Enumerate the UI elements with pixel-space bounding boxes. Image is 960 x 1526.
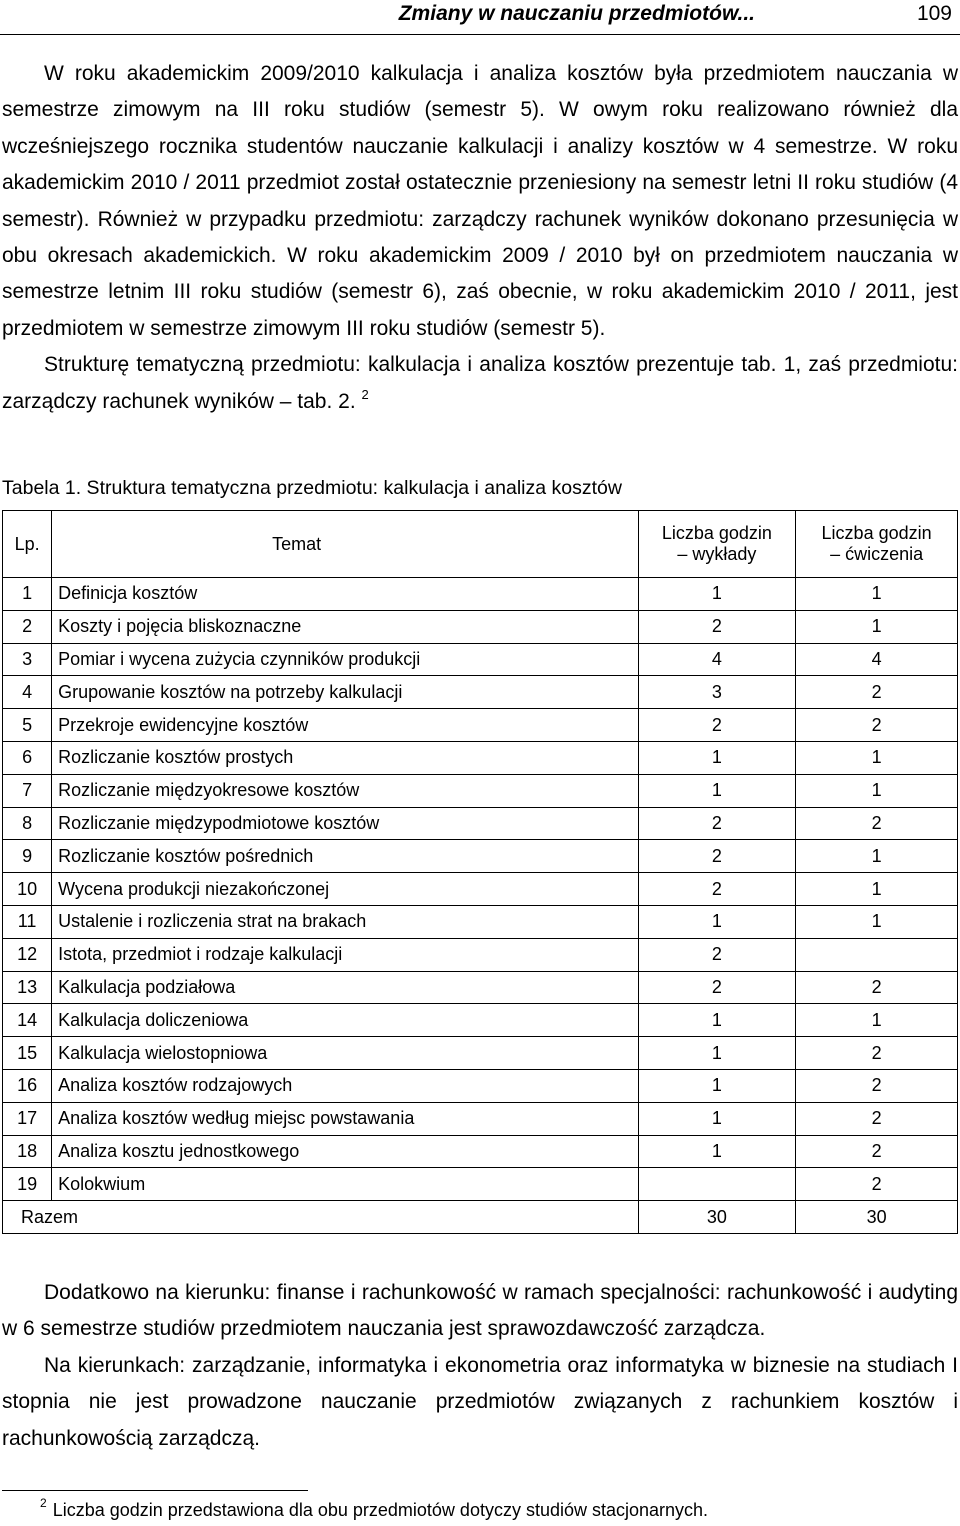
table-row (3, 1135, 958, 1168)
cell-topic: Rozliczanie międzyokresowe kosztów (52, 774, 638, 807)
cell-lectures (638, 1168, 796, 1201)
cell-topic: Koszty i pojęcia bliskoznaczne (52, 610, 638, 643)
table-row (3, 709, 958, 742)
running-header (0, 0, 960, 35)
cell-exercises: 2 (796, 1037, 958, 1070)
cell-exercises: 2 (796, 709, 958, 742)
cell-topic: Analiza kosztów według miejsc powstawania (52, 1102, 638, 1135)
table-row (3, 807, 958, 840)
header-lectures-line2: – wykłady (677, 544, 757, 564)
paragraph: W roku akademickim 2009/2010 kalkulacja i analiza kosztów była przedmiotem nauczania w semestrze zimowym na III roku studiów (semestr 5). W owym roku realizowano również dla wcześniejszego rocznika studentów nauczanie kalkulacji i analizy kosztów w 4 semestrze. W roku akademickim 2010 / 2011 przedmiot został ostatecznie przeniesiony na semestr letni II roku studiów (4 semestr). Również w przypadku przedmiotu: zarządczy rachunek wyników dokonano przesunięcia w obu okresach akademickich. W roku akademickim 2009 / 2010 był on przedmiotem nauczania w semestrze letnim III roku studiów (semestr 6), zaś obecnie, w roku akademickim 2010 / 2011, jest przedmiotem w semestrze zimowym III roku studiów (semestr 5). (2, 62, 958, 340)
cell-lectures: 4 (638, 643, 796, 676)
paragraph (2, 347, 958, 420)
cell-lp: 12 (3, 938, 52, 971)
footnote-marker: 2 (40, 1496, 47, 1510)
cell-exercises: 2 (796, 1168, 958, 1201)
cell-lp: 9 (3, 840, 52, 873)
cell-exercises: 1 (796, 610, 958, 643)
cell-topic: Kalkulacja podziałowa (52, 971, 638, 1004)
cell-lp: 15 (3, 1037, 52, 1070)
cell-exercises: 1 (796, 741, 958, 774)
cell-exercises: 1 (796, 873, 958, 906)
table-row (3, 1037, 958, 1070)
cell-lectures: 1 (638, 1102, 796, 1135)
cell-topic: Pomiar i wycena zużycia czynników produkcji (52, 643, 638, 676)
header-exercises-line2: – ćwiczenia (830, 544, 924, 564)
cell-exercises: 1 (796, 1004, 958, 1037)
cell-lectures: 1 (638, 741, 796, 774)
table-row (3, 1004, 958, 1037)
cell-lectures: 2 (638, 610, 796, 643)
cell-exercises (796, 938, 958, 971)
cell-topic: Rozliczanie kosztów pośrednich (52, 840, 638, 873)
table-caption: Tabela 1. Struktura tematyczna przedmiotu: kalkulacja i analiza kosztów (2, 477, 622, 499)
cell-lp: 8 (3, 807, 52, 840)
table-row (3, 610, 958, 643)
cell-lectures: 2 (638, 938, 796, 971)
table-row (3, 578, 958, 611)
header-lectures-line1: Liczba godzin (661, 523, 772, 543)
table-header-row (3, 511, 958, 578)
cell-lp: 17 (3, 1102, 52, 1135)
cell-exercises: 2 (796, 1135, 958, 1168)
cell-exercises: 2 (796, 676, 958, 709)
footnote-text: Liczba godzin przedstawiona dla obu przedmiotów dotyczy studiów stacjonarnych. (52, 1500, 709, 1520)
cell-lp: 3 (3, 643, 52, 676)
cell-exercises: 1 (796, 774, 958, 807)
cell-topic: Analiza kosztu jednostkowego (52, 1135, 638, 1168)
total-exercises: 30 (796, 1201, 958, 1234)
cell-exercises: 2 (796, 1069, 958, 1102)
header-exercises-line1: Liczba godzin (821, 523, 932, 543)
cell-lectures: 1 (638, 1135, 796, 1168)
cell-lp: 16 (3, 1069, 52, 1102)
cell-topic: Ustalenie i rozliczenia strat na brakach (52, 905, 638, 938)
cell-lp: 10 (3, 873, 52, 906)
footnote-reference: 2 (361, 386, 369, 402)
cell-lectures: 2 (638, 840, 796, 873)
table-row (3, 938, 958, 971)
cell-lectures: 1 (638, 1069, 796, 1102)
table-row (3, 1168, 958, 1201)
cell-topic: Kolokwium (52, 1168, 638, 1201)
paragraph: Dodatkowo na kierunku: finanse i rachunkowość w ramach specjalności: rachunkowość i audyting w 6 semestrze studiów przedmiotem nauczania jest sprawozdawczość zarządcza. (2, 1281, 958, 1341)
header-temat: Temat (52, 511, 638, 578)
intro-text (2, 56, 958, 420)
page-number: 109 (916, 2, 952, 25)
cell-lectures: 2 (638, 807, 796, 840)
cell-lp: 1 (3, 578, 52, 611)
total-lectures: 30 (638, 1201, 796, 1234)
table-row (3, 1069, 958, 1102)
footnote-divider (2, 1490, 308, 1491)
header-lp: Lp. (3, 511, 52, 578)
cell-exercises: 4 (796, 643, 958, 676)
closing-text (2, 1275, 958, 1457)
table-row (3, 873, 958, 906)
cell-lectures: 1 (638, 1037, 796, 1070)
table-row (3, 1102, 958, 1135)
header-exercises (796, 511, 958, 578)
table-total-row (3, 1201, 958, 1234)
cell-topic: Grupowanie kosztów na potrzeby kalkulacji (52, 676, 638, 709)
cell-lectures: 2 (638, 873, 796, 906)
cell-topic: Kalkulacja wielostopniowa (52, 1037, 638, 1070)
table-row (3, 905, 958, 938)
cell-lectures: 2 (638, 709, 796, 742)
table-row (3, 741, 958, 774)
cell-lp: 11 (3, 905, 52, 938)
cell-lp: 5 (3, 709, 52, 742)
topic-structure-table (2, 510, 958, 1234)
cell-lectures: 3 (638, 676, 796, 709)
running-title: Zmiany w nauczaniu przedmiotów... (398, 2, 755, 25)
cell-lp: 4 (3, 676, 52, 709)
table-row (3, 971, 958, 1004)
cell-lectures: 1 (638, 1004, 796, 1037)
cell-exercises: 1 (796, 905, 958, 938)
cell-exercises: 2 (796, 1102, 958, 1135)
cell-topic: Analiza kosztów rodzajowych (52, 1069, 638, 1102)
cell-topic: Definicja kosztów (52, 578, 638, 611)
cell-lp: 18 (3, 1135, 52, 1168)
cell-lectures: 1 (638, 905, 796, 938)
footnote (40, 1496, 708, 1521)
cell-topic: Kalkulacja doliczeniowa (52, 1004, 638, 1037)
cell-lp: 19 (3, 1168, 52, 1201)
table-row (3, 840, 958, 873)
cell-lp: 14 (3, 1004, 52, 1037)
cell-topic: Rozliczanie kosztów prostych (52, 741, 638, 774)
cell-lp: 7 (3, 774, 52, 807)
cell-topic: Przekroje ewidencyjne kosztów (52, 709, 638, 742)
table-row (3, 676, 958, 709)
cell-exercises: 1 (796, 840, 958, 873)
table-row (3, 774, 958, 807)
cell-exercises: 2 (796, 971, 958, 1004)
paragraph-text: Strukturę tematyczną przedmiotu: kalkulacja i analiza kosztów prezentuje tab. 1, zaś przedmiotu: zarządczy rachunek wyników – tab. 2. (2, 353, 958, 413)
cell-exercises: 2 (796, 807, 958, 840)
table-row (3, 643, 958, 676)
cell-topic: Wycena produkcji niezakończonej (52, 873, 638, 906)
cell-lectures: 1 (638, 774, 796, 807)
table-body (3, 578, 958, 1234)
cell-exercises: 1 (796, 578, 958, 611)
header-lectures (638, 511, 796, 578)
cell-lectures: 2 (638, 971, 796, 1004)
cell-lp: 6 (3, 741, 52, 774)
total-label: Razem (3, 1201, 639, 1234)
cell-topic: Istota, przedmiot i rodzaje kalkulacji (52, 938, 638, 971)
cell-lectures: 1 (638, 578, 796, 611)
cell-topic: Rozliczanie międzypodmiotowe kosztów (52, 807, 638, 840)
cell-lp: 13 (3, 971, 52, 1004)
paragraph: Na kierunkach: zarządzanie, informatyka i ekonometria oraz informatyka w biznesie na studiach I stopnia nie jest prowadzone nauczanie przedmiotów związanych z rachunkiem kosztów i rachunkowością zarządczą. (2, 1353, 958, 1450)
cell-lp: 2 (3, 610, 52, 643)
